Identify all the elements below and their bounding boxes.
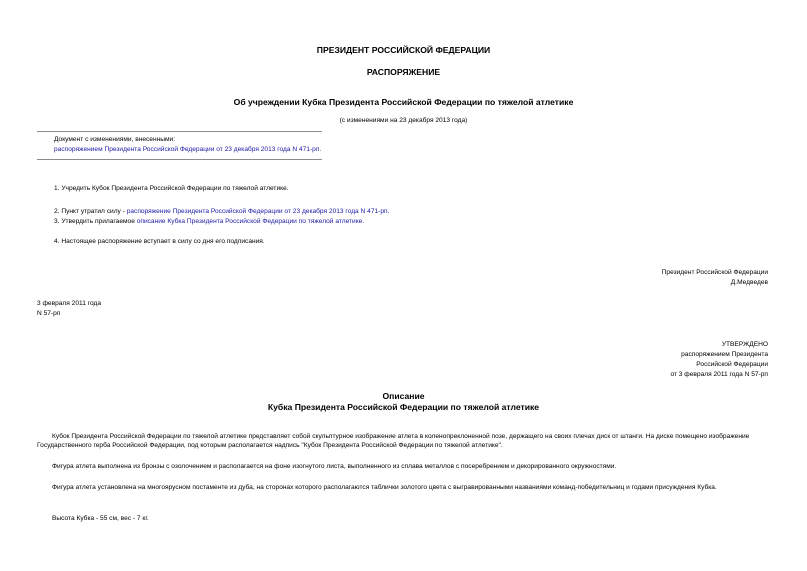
description-subheading: Кубка Президента Российской Федерации по тяжелой атлетике [267,402,540,412]
item-2 [54,208,389,215]
description-paragraph-1: Кубок Президента Российской Федерации по тяжелой атлетике представляет собой скульптурное изображение атлета в коленопреклоненной позе, держащего на своих плечах диск от штанги. На диске помещено изображение Государственного герба Российской Федерации, под которым располагается надпись "Кубок Президента Российской Федерации по тяжелой атлетике". [37,433,750,449]
changes-bottom-divider [37,159,322,160]
approved-line-1: УТВЕРЖДЕНО [721,341,768,348]
changes-top-divider [37,131,322,132]
item-3-text: 3. Утвердить прилагаемое [54,218,137,225]
document-title: Об учреждении Кубка Президента Российской Федерации по тяжелой атлетике [233,97,574,107]
item-4: 4. Настоящее распоряжение вступает в силу со дня его подписания. [54,238,265,245]
changes-label: Документ с изменениями, внесенными: [54,136,176,143]
item-2-text: 2. Пункт утратил силу - [54,208,127,215]
item-3 [54,218,364,225]
signature-name: Д.Медведев [730,279,768,286]
description-paragraph-4: Высота Кубка - 55 см, вес - 7 кг. [52,515,149,522]
changes-link[interactable]: распоряжением Президента Российской Федерации от 23 декабря 2013 года N 471-рп. [54,146,322,153]
description-paragraph-3: Фигура атлета установлена на многоярусном постаменте из дуба, на сторонах которого располагаются таблички золотого цвета с выгравированными названиями команд-победительниц и годами присуждения Кубка. [52,484,717,491]
signature-position: Президент Российской Федерации [661,269,768,276]
amendment-note: (с изменениями на 23 декабря 2013 года) [339,117,468,124]
item-3-link[interactable]: описание Кубка Президента Российской Федерации по тяжелой атлетике. [136,218,365,225]
authority-heading: ПРЕЗИДЕНТ РОССИЙСКОЙ ФЕДЕРАЦИИ [316,45,491,55]
description-paragraph-2: Фигура атлета выполнена из бронзы с озолочением и располагается на фоне изогнутого листа, выполненного из сплава металлов с посеребрением и декорированного окружностями. [52,463,617,470]
document-number: N 57-рп [37,310,61,317]
item-2-link[interactable]: распоряжение Президента Российской Федерации от 23 декабря 2013 года N 471-рп. [126,208,390,215]
description-heading: Описание [382,391,425,401]
approved-line-3: Российской Федерации [696,361,768,368]
document-date: 3 февраля 2011 года [37,300,101,307]
document-type-heading: РАСПОРЯЖЕНИЕ [366,67,441,77]
approved-line-4: от 3 февраля 2011 года N 57-рп [670,371,768,378]
approved-line-2: распоряжением Президента [681,351,768,358]
item-1: 1. Учредить Кубок Президента Российской Федерации по тяжелой атлетике. [54,185,289,192]
